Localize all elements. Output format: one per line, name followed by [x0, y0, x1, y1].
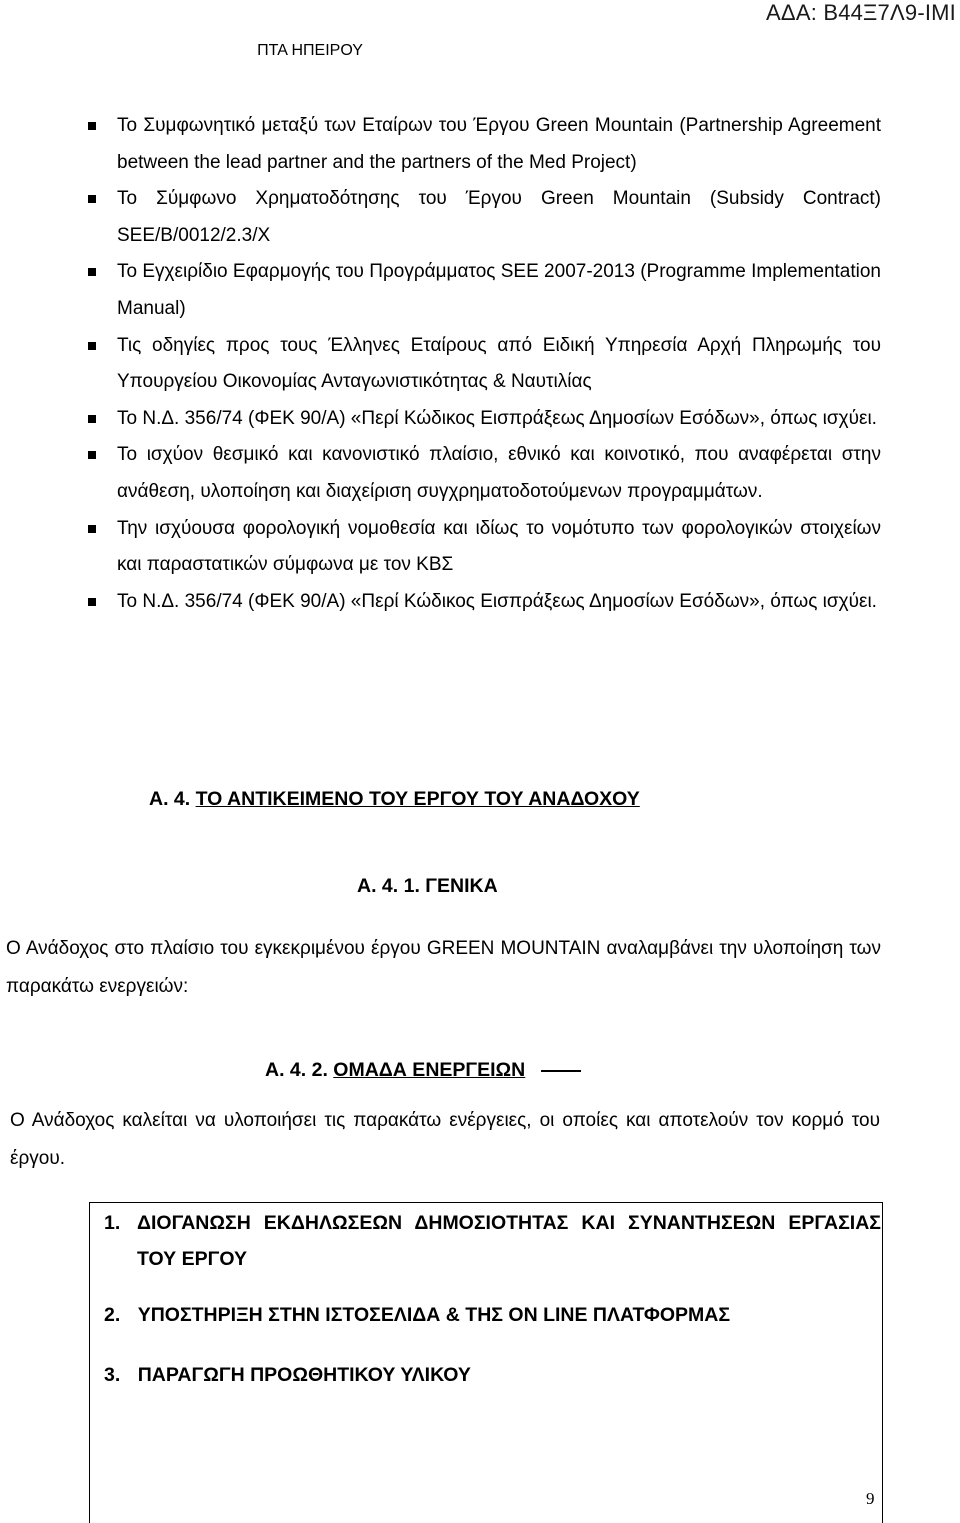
square-bullet-icon [88, 525, 96, 533]
list-item: Την ισχύουσα φορολογική νομοθεσία και ιδίως το νομότυπο των φορολογικών στοιχείων και παραστατικών σύμφωνα με τον ΚΒΣ [88, 511, 881, 584]
section-a41-text: Ο Ανάδοχος στο πλαίσιο του εγκεκριμένου έργου GREEN MOUNTAIN αναλαμβάνει την υλοποίηση των παρακάτω ενεργειών: [6, 938, 881, 997]
square-bullet-icon [88, 268, 96, 276]
section-a42-number: Α. 4. 2. [265, 1059, 328, 1081]
list-item: Το Εγχειρίδιο Εφαρμογής του Προγράμματος SEE 2007-2013 (Programme Implementation Manual) [88, 254, 881, 327]
list-item: Το Σύμφωνο Χρηματοδότησης του Έργου Green Mountain (Subsidy Contract) SEE/B/0012/2.3/X [88, 181, 881, 254]
square-bullet-icon [88, 451, 96, 459]
section-a4-title: ΤΟ ΑΝΤΙΚΕΙΜΕΝΟ ΤΟΥ ΕΡΓΟΥ ΤΟΥ ΑΝΑΔΟΧΟΥ [195, 788, 640, 810]
list-item: Τις οδηγίες προς τους Έλληνες Εταίρους από Ειδική Υπηρεσία Αρχή Πληρωμής του Υπουργείου Οικονομίας Ανταγωνιστικότητας & Ναυτιλίας [88, 328, 881, 401]
ada-code: ΑΔΑ: Β44Ξ7Λ9-ΙΜΙ [766, 0, 956, 25]
section-a41-heading: Α. 4. 1. ΓΕΝΙΚΑ [357, 875, 498, 897]
heading-dash [541, 1070, 581, 1072]
legal-framework-list [88, 108, 881, 620]
square-bullet-icon [88, 122, 96, 130]
section-a42-text: Ο Ανάδοχος καλείται να υλοποιήσει τις παρακάτω ενέργειες, οι οποίες και αποτελούν τον κορμό του έργου. [10, 1110, 880, 1169]
region-header: ΠΤΑ ΗΠΕΙΡΟΥ [257, 42, 363, 59]
list-item: Το ισχύον θεσμικό και κανονιστικό πλαίσιο, εθνικό και κοινοτικό, που αναφέρεται στην ανάθεση, υλοποίηση και διαχείριση συγχρηματοδοτούμενων προγραμμάτων. [88, 437, 881, 510]
action-item-2: 2. ΥΠΟΣΤΗΡΙΞΗ ΣΤΗΝ ΙΣΤΟΣΕΛΙΔΑ & ΤΗΣ ΟΝ LINE ΠΛΑΤΦΟΡΜΑΣ [104, 1304, 731, 1326]
square-bullet-icon [88, 342, 96, 350]
square-bullet-icon [88, 195, 96, 203]
square-bullet-icon [88, 415, 96, 423]
action-item-1: 1. ΔΙΟΓΑΝΩΣΗ ΕΚΔΗΛΩΣΕΩΝ ΔΗΜΟΣΙΟΤΗΤΑΣ ΚΑΙ ΣΥΝΑΝΤΗΣΕΩΝ ΕΡΓΑΣΙΑΣ ΤΟΥ ΕΡΓΟΥ [104, 1212, 881, 1270]
list-item: Το Ν.Δ. 356/74 (ΦΕΚ 90/Α) «Περί Κώδικος Εισπράξεως Δημοσίων Εσόδων», όπως ισχύει. [88, 401, 881, 438]
list-item: Το Ν.Δ. 356/74 (ΦΕΚ 90/Α) «Περί Κώδικος Εισπράξεως Δημοσίων Εσόδων», όπως ισχύει. [88, 584, 881, 621]
section-a42-heading [265, 1059, 581, 1082]
list-item: Το Συμφωνητικό μεταξύ των Εταίρων του Έργου Green Mountain (Partnership Agreement between the lead partner and the partners of the Med Project) [88, 108, 881, 181]
square-bullet-icon [88, 598, 96, 606]
action-item-3: 3. ΠΑΡΑΓΩΓΗ ΠΡΟΩΘΗΤΙΚΟΥ ΥΛΙΚΟΥ [104, 1364, 471, 1386]
section-a4-number: Α. 4. [149, 788, 191, 810]
section-a42-title: ΟΜΑΔΑ ΕΝΕΡΓΕΙΩΝ [333, 1059, 526, 1081]
section-a4-heading [149, 788, 640, 811]
page-number: 9 [866, 1489, 875, 1508]
